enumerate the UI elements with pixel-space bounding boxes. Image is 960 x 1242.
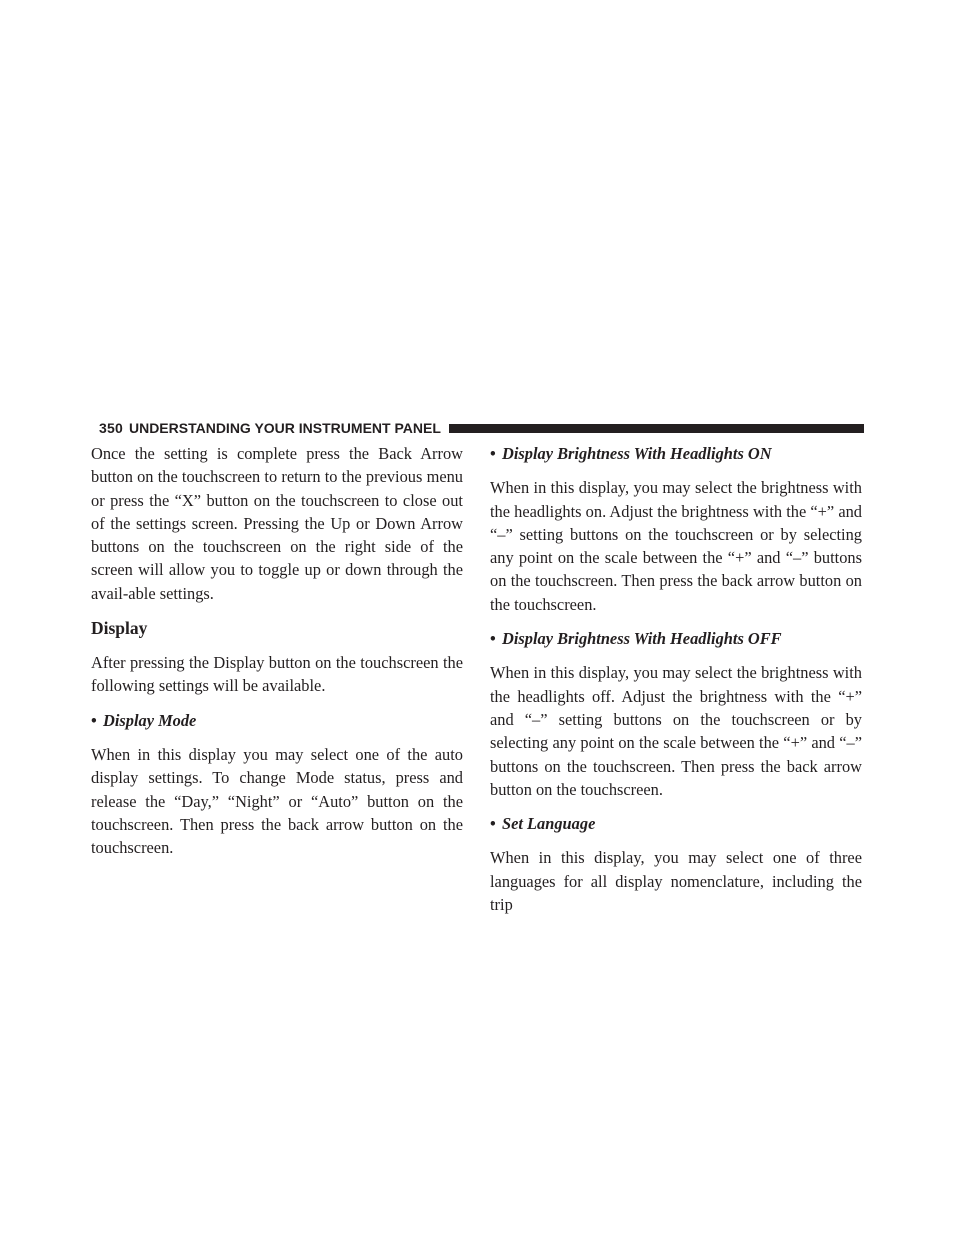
bullet-label: Set Language bbox=[502, 814, 596, 834]
page-number: 350 bbox=[99, 420, 123, 436]
bullet-glyph: • bbox=[490, 629, 496, 649]
bullet-brightness-headlights-on bbox=[490, 442, 862, 465]
bullet-label: Display Mode bbox=[103, 710, 197, 730]
paragraph-back-arrow: Once the setting is complete press the Back Arrow button on the touchscreen to return to the previous menu or press the “X” button on the touchscreen to close out of the settings screen. Pressing the Up or Down Arrow buttons on the touchscreen on the right side of the screen will allow you to toggle up or down through the avail-able settings. bbox=[91, 444, 463, 603]
paragraph-brightness-on: When in this display, you may select the brightness with the headlights on. Adjust the brightness with the “+” and “–” setting buttons on the touchscreen or by selecting any point on the scale between the “+” and “–” buttons on the touchscreen. Then press the back arrow button on the touchscreen. bbox=[490, 478, 862, 614]
section-title: UNDERSTANDING YOUR INSTRUMENT PANEL bbox=[128, 420, 441, 436]
bullet-brightness-headlights-off bbox=[490, 627, 862, 650]
page-header bbox=[99, 418, 864, 438]
paragraph-set-language: When in this display, you may select one of three languages for all display nomenclature, including the trip bbox=[490, 848, 862, 915]
left-column bbox=[91, 442, 463, 870]
heading-display: Display bbox=[91, 618, 148, 639]
paragraph-display-mode: When in this display you may select one of the auto display settings. To change Mode status, press and release the “Day,” “Night” or “Auto” button on the touchscreen. Then press the back arrow button on the touchscreen. bbox=[91, 744, 463, 858]
bullet-glyph: • bbox=[490, 444, 496, 463]
paragraph-display-intro: After pressing the Display button on the touchscreen the following settings will be available. bbox=[91, 653, 463, 696]
bullet-display-mode bbox=[91, 709, 463, 732]
right-column bbox=[490, 442, 862, 927]
bullet-label: Display Brightness With Headlights ON bbox=[502, 444, 772, 463]
bullet-label: Display Brightness With Headlights OFF bbox=[502, 629, 782, 649]
bullet-set-language bbox=[490, 812, 862, 835]
bullet-glyph: • bbox=[490, 814, 496, 834]
paragraph-brightness-off: When in this display, you may select the brightness with the headlights off. Adjust the brightness with the “+” and “–” setting buttons on the touchscreen or by selecting any point on the scale between the “+” and “–” buttons on the touchscreen. Then press the back arrow button on the touchscreen. bbox=[490, 663, 862, 799]
header-rule bbox=[449, 424, 864, 433]
bullet-glyph: • bbox=[91, 710, 97, 730]
